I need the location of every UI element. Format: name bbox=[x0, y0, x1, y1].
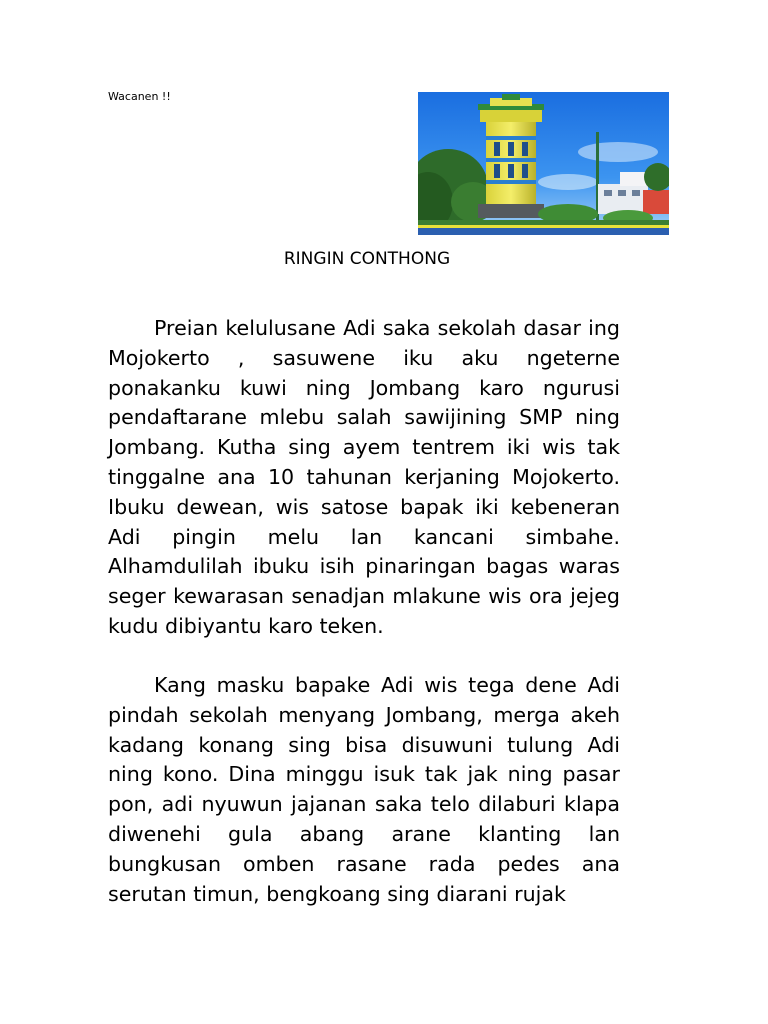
paragraph-text: Kang masku bapake Adi wis tega dene Adi pindah sekolah menyang Jombang, merga akeh kadang konang sing bisa disuwuni tulung Adi ning kono. Dina minggu isuk tak jak ning pasar pon, adi nyuwun jajanan saka telo dilaburi klapa diwenehi gula abang arane klanting lan bungkusan omben rasane rada pedes ana serutan timun, bengkoang sing diarani rujak bbox=[108, 673, 620, 906]
document-title: RINGIN CONTHONG bbox=[283, 249, 451, 269]
water-tower-photo bbox=[418, 92, 669, 235]
paragraph-text: Preian kelulusane Adi saka sekolah dasar ing Mojokerto , sasuwene iku aku ngeterne ponakanku kuwi ning Jombang karo ngurusi pendaftarane mlebu salah sawijining SMP ning Jombang. Kutha sing ayem tentrem iki wis tak tinggalne ana 10 tahunan kerjaning Mojokerto. Ibuku dewean, wis satose bapak iki kebeneran Adi pingin melu lan kancani simbahe. Alhamdulilah ibuku isih pinaringan bagas waras seger kewarasan senadjan mlakune wis ora jejeg kudu dibiyantu karo teken. bbox=[108, 316, 620, 638]
paragraph bbox=[108, 671, 620, 909]
paragraph bbox=[108, 314, 620, 642]
water-tower-photo-icon bbox=[418, 92, 669, 235]
instruction-label: Wacanen !! bbox=[108, 90, 171, 103]
